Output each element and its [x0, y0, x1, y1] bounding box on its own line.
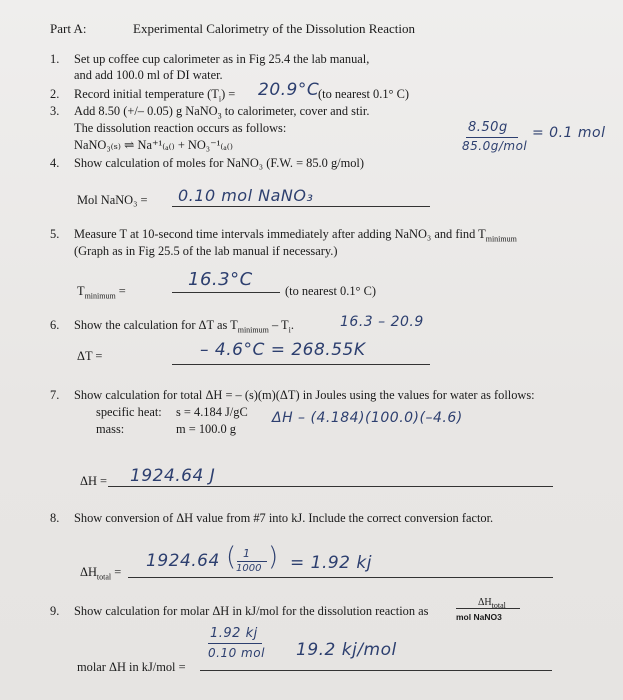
handwritten-mol-answer: 0.10 mol NaNO₃: [178, 186, 314, 205]
handwritten-molar-bottom: 0.10 mol: [208, 646, 265, 660]
answer-line-dt: [172, 364, 430, 365]
step-7-text: Show calculation for total ΔH = – (s)(m)(ΔT) in Joules using the values for water as follows:: [74, 388, 535, 402]
dh-total-label: $\Delta H_{total}$ =: [80, 565, 122, 582]
specific-heat-label: specific heat:: [96, 405, 162, 419]
handwritten-mass: 8.50g: [468, 120, 508, 135]
handwritten-dt-answer: – 4.6°C = 268.55K: [200, 340, 366, 360]
handwritten-initial-temp: 20.9°C: [258, 80, 320, 100]
mass-label: mass:: [96, 422, 125, 436]
step-2-suffix: (to nearest 0.1° C): [318, 87, 409, 101]
delta-t-label: ΔT =: [77, 349, 103, 363]
step-8-text: Show conversion of ΔH value from #7 into kJ. Include the correct conversion factor.: [74, 511, 494, 525]
answer-line-dh: [108, 486, 553, 487]
tmin-suffix: (to nearest 0.1° C): [285, 284, 376, 298]
step-3-number: 3.: [50, 104, 60, 118]
kj-fraction-bar: [237, 561, 267, 562]
answer-line-molar: [200, 670, 552, 671]
handwritten-molar-bar: [208, 643, 262, 644]
molar-fraction-bottom: mol NaNO3: [456, 612, 502, 622]
step-9-number: 9.: [50, 604, 60, 618]
handwritten-molar-top: 1.92 kj: [210, 626, 258, 641]
handwritten-mol-result: = 0.1 mol: [532, 125, 606, 141]
tmin-label: $T_{minimum}$ =: [77, 284, 126, 301]
handwritten-dh-answer: 1924.64 J: [130, 466, 216, 486]
answer-line-tmin: [172, 292, 280, 293]
part-label: Part A:: [50, 21, 87, 36]
handwritten-tmin: 16.3°C: [188, 269, 253, 290]
step-2-number: 2.: [50, 87, 60, 101]
step-2-text: Record initial temperature $(T_i)$ =: [74, 87, 236, 104]
handwritten-dh-calc: ΔH – (4.184)(100.0)(–4.6): [272, 410, 463, 426]
handwritten-dt-calc: 16.3 – 20.9: [340, 314, 424, 330]
step-5-number: 5.: [50, 227, 60, 241]
handwritten-kj-denominator: 1000: [236, 563, 262, 574]
handwritten-molar-answer: 19.2 kj/mol: [296, 640, 397, 660]
molar-dh-label: molar ΔH in kJ/mol =: [77, 660, 186, 674]
delta-h-label: ΔH =: [80, 474, 108, 488]
step-8-number: 8.: [50, 511, 60, 525]
left-paren: (: [226, 542, 237, 572]
page-title: Experimental Calorimetry of the Dissolution Reaction: [133, 21, 415, 36]
handwritten-kj-prefix: 1924.64: [146, 551, 220, 571]
dissolution-equation: NaNO₃₍ₛ₎ ⇌ Na⁺¹₍ₐ₍₎ + NO₃⁻¹₍ₐ₍₎: [74, 138, 233, 152]
step-4-text: Show calculation of moles for NaNO₃ (F.W. = 85.0 g/mol): [74, 156, 364, 170]
answer-line-kj: [128, 577, 553, 578]
molar-fraction-bar: [456, 608, 520, 609]
step-7-number: 7.: [50, 388, 60, 402]
step-1-line-2: and add 100.0 ml of DI water.: [74, 68, 223, 82]
handwritten-kj-numerator: 1: [243, 547, 250, 560]
step-4-number: 4.: [50, 156, 60, 170]
step-6-number: 6.: [50, 318, 60, 332]
molar-fraction-top: $\Delta H_{total}$: [478, 597, 506, 610]
step-3-line-1: Add 8.50 (+/– 0.05) g NaNO$_3$ to calorimeter, cover and stir.: [74, 104, 370, 121]
step-1-line-1: Set up coffee cup calorimeter as in Fig 25.4 the lab manual,: [74, 52, 370, 66]
mass-value: m = 100.0 g: [176, 422, 236, 436]
step-5-line-1: Measure T at 10-second time intervals immediately after adding NaNO₃ and find $T_{minimum}$: [74, 227, 517, 244]
step-3-line-2: The dissolution reaction occurs as follows:: [74, 121, 287, 135]
right-paren: ): [268, 542, 279, 572]
handwritten-formula-weight: 85.0g/mol: [462, 139, 528, 153]
step-9-text: Show calculation for molar ΔH in kJ/mol for the dissolution reaction as: [74, 604, 429, 618]
mol-nano3-label: Mol NaNO₃ =: [77, 193, 148, 207]
answer-line-mol: [172, 206, 430, 207]
handwritten-kj-answer: = 1.92 kj: [290, 553, 372, 573]
step-1-number: 1.: [50, 52, 60, 66]
specific-heat-value: s = 4.184 J/gC: [176, 405, 248, 419]
step-6-text: Show the calculation for ΔT as $T_{minimum} - T_i$.: [74, 318, 294, 335]
step-5-line-2: (Graph as in Fig 25.5 of the lab manual if necessary.): [74, 244, 338, 258]
fraction-bar: [466, 137, 518, 138]
